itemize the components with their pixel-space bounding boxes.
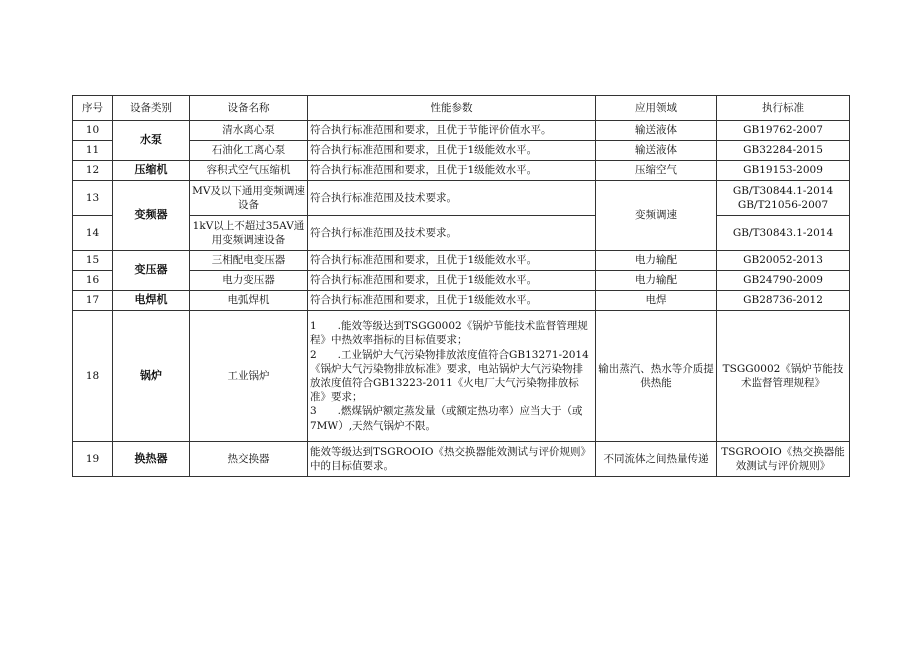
cell-name: 1kV以上不超过35AV通用变频调速设备 [190,216,308,251]
table-row [73,311,850,442]
cell-no: 19 [73,442,113,477]
header-performance: 性能参数 [308,96,596,121]
cell-name: 石油化工离心泵 [190,141,308,161]
table-row [73,251,850,271]
cell-performance: 符合执行标准范围和要求，且优于1级能效水平。 [308,251,596,271]
cell-performance: 符合执行标准范围及技术要求。 [308,216,596,251]
cell-category: 变频器 [113,181,190,251]
cell-no: 15 [73,251,113,271]
table-row [73,271,850,291]
cell-category: 压缩机 [113,161,190,181]
cell-field: 输送液体 [596,141,717,161]
equipment-table [72,95,850,477]
cell-name: 热交换器 [190,442,308,477]
cell-no: 11 [73,141,113,161]
performance-item: 1 .能效等级达到TSGG0002《锅炉节能技术监督管理规程》中热效率指标的目标值要求； [310,320,588,347]
cell-category: 水泵 [113,121,190,161]
cell-name: MV及以下通用变频调速设备 [190,181,308,216]
cell-field: 电焊 [596,291,717,311]
cell-performance: 符合执行标准范围和要求，且优于节能评价值水平。 [308,121,596,141]
header-category: 设备类别 [113,96,190,121]
cell-standard: GB32284-2015 [717,141,850,161]
cell-standard: TSGROOIO《热交换器能效测试与评价规则》 [717,442,850,477]
table-row [73,216,850,251]
cell-category: 变压器 [113,251,190,291]
cell-no: 13 [73,181,113,216]
cell-field: 电力输配 [596,271,717,291]
cell-field: 压缩空气 [596,161,717,181]
cell-no: 14 [73,216,113,251]
table-row [73,442,850,477]
table-row [73,161,850,181]
cell-name: 工业锅炉 [190,311,308,442]
cell-category: 锅炉 [113,311,190,442]
header-no: 序号 [73,96,113,121]
performance-item: 2 .工业锅炉大气污染物排放浓度值符合GB13271-2014《锅炉大气污染物排放标准》要求，电站锅炉大气污染物排放浓度值符合GB13223-2011《火电厂大气污染物排放标准》要求； [310,348,589,404]
cell-name: 容积式空气压缩机 [190,161,308,181]
table-row [73,181,850,216]
cell-name: 三相配电变压器 [190,251,308,271]
standard-line: GB/T30844.1-2014 [732,184,834,197]
cell-standard: GB/T30843.1-2014 [717,216,850,251]
cell-field: 输出蒸汽、热水等介质提供热能 [596,311,717,442]
table-row [73,121,850,141]
cell-no: 17 [73,291,113,311]
cell-no: 16 [73,271,113,291]
standard-line: GB/T21056-2007 [737,199,829,211]
cell-standard [717,181,850,216]
cell-standard: GB24790-2009 [717,271,850,291]
header-field: 应用领域 [596,96,717,121]
cell-performance: 符合执行标准范围和要求，且优于1级能效水平。 [308,161,596,181]
cell-name: 电弧焊机 [190,291,308,311]
cell-no: 18 [73,311,113,442]
table-row [73,291,850,311]
cell-standard: GB19153-2009 [717,161,850,181]
cell-standard: GB28736-2012 [717,291,850,311]
cell-performance: 符合执行标准范围和要求，且优于1级能效水平。 [308,141,596,161]
table-row [73,141,850,161]
cell-standard: GB19762-2007 [717,121,850,141]
cell-performance: 符合执行标准范围和要求，且优于1级能效水平。 [308,271,596,291]
cell-performance: 符合执行标准范围及技术要求。 [308,181,596,216]
cell-field: 变频调速 [596,181,717,251]
cell-no: 12 [73,161,113,181]
cell-no: 10 [73,121,113,141]
cell-performance [308,311,596,442]
cell-standard: GB20052-2013 [717,251,850,271]
cell-standard: TSGG0002《锅炉节能技术监督管理规程》 [717,311,850,442]
cell-category: 电焊机 [113,291,190,311]
cell-field: 不同流体之间热量传递 [596,442,717,477]
header-name: 设备名称 [190,96,308,121]
header-row [73,96,850,121]
cell-field: 输送液体 [596,121,717,141]
cell-performance: 能效等级达到TSGROOIO《热交换器能效测试与评价规则》中的目标值要求。 [308,442,596,477]
header-standard: 执行标准 [717,96,850,121]
cell-name: 电力变压器 [190,271,308,291]
cell-category: 换热器 [113,442,190,477]
performance-item: 3 .燃煤锅炉额定蒸发量（或额定热功率）应当大于（或7MW）,天然气锅炉不限。 [310,405,583,432]
cell-performance: 符合执行标准范围和要求，且优于1级能效水平。 [308,291,596,311]
cell-field: 电力输配 [596,251,717,271]
cell-name: 清水离心泵 [190,121,308,141]
